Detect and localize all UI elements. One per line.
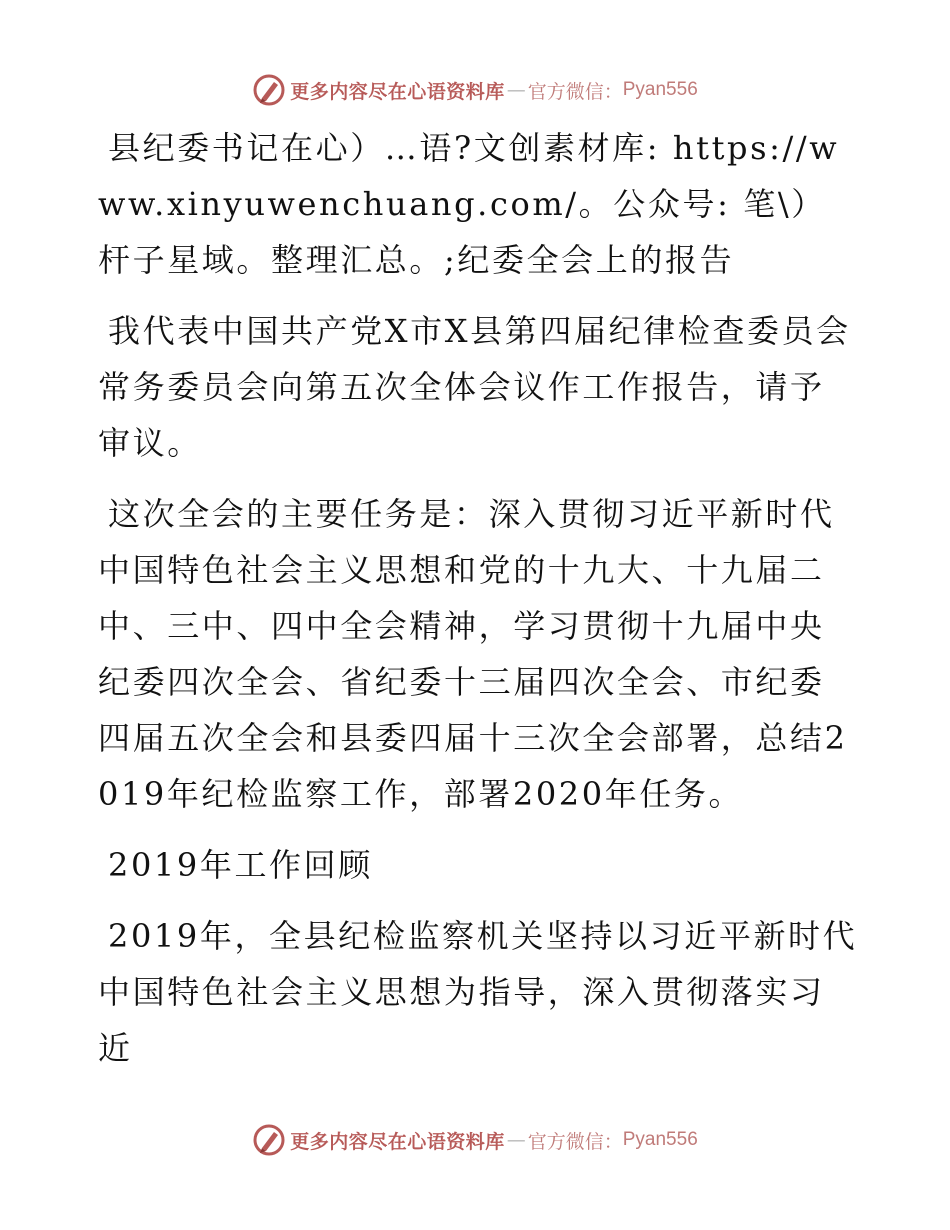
section-heading-review: 2019年工作回顾 (108, 846, 373, 884)
banner-separator: — (506, 79, 526, 101)
footer-banner (0, 1120, 950, 1160)
paragraph-main-tasks: 这次全会的主要任务是：深入贯彻习近平新时代中国特色社会主义思想和党的十九大、十九届二中、三中、四中全会精神，学习贯彻十九届中央纪委四次全会、省纪委十三届四次全会、市纪委四届五次全会和县委四届十三次全会部署，总结2019年纪检监察工作，部署2020年任务。 (98, 495, 848, 813)
pen-logo-icon (252, 73, 286, 107)
banner-wechat-label: 官方微信： (527, 1130, 623, 1153)
banner-separator: — (506, 1129, 526, 1151)
banner-wechat-label: 官方微信： (527, 80, 623, 103)
paragraph-review-body: 2019年，全县纪检监察机关坚持以习近平新时代中国特色社会主义思想为指导，深入贯彻落实习近 (98, 917, 858, 1067)
banner-brand: 更多内容尽在心语资料库 (290, 1130, 505, 1153)
banner-wechat-id: Pyan556 (622, 1129, 698, 1150)
pen-logo-icon (252, 1123, 286, 1157)
paragraph-report-statement: 我代表中国共产党X市X县第四届纪律检查委员会常务委员会向第五次全体会议作工作报告，请予审议。 (98, 312, 851, 462)
paragraph-intro: 县纪委书记在心）…语?文创素材库: https://www.xinyuwenchuang.com/。公众号: 笔\）杆子星域。整理汇总。;纪委全会上的报告 (98, 129, 840, 279)
banner-wechat-id: Pyan556 (622, 79, 698, 100)
document-body (98, 120, 858, 1091)
header-banner (0, 70, 950, 110)
banner-brand: 更多内容尽在心语资料库 (290, 80, 505, 103)
